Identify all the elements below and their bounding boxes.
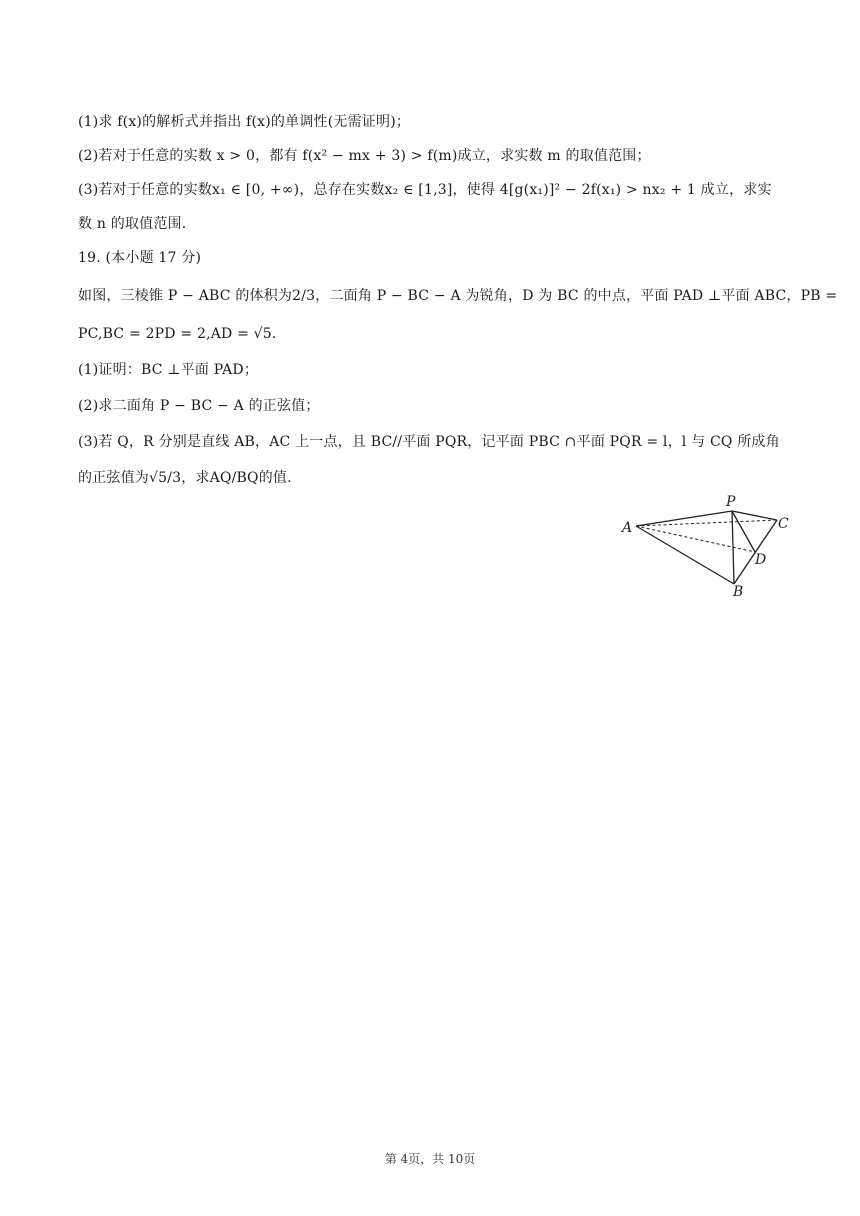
label-C: C bbox=[778, 516, 789, 532]
q19-stem-line1: 如图，三棱锥 P − ABC 的体积为2/3，二面角 P − BC − A 为锐角，D 为 BC 的中点，平面 PAD ⊥平面 ABC，PB = bbox=[78, 288, 838, 304]
edge-PD bbox=[732, 511, 755, 552]
q19-header: 19. (本小题 17 分) bbox=[78, 250, 202, 266]
q18-part3-line1: (3)若对于任意的实数x₁ ∈ [0, +∞)，总存在实数x₂ ∈ [1,3]，使得 4[g(x₁)]² − 2f(x₁) > nx₂ + 1 成立，求实 bbox=[78, 182, 772, 198]
q19-part2: (2)求二面角 P − BC − A 的正弦值； bbox=[78, 398, 320, 414]
q19-stem-line2: PC,BC = 2PD = 2,AD = √5. bbox=[78, 326, 277, 342]
edge-AP bbox=[636, 511, 732, 526]
q18-part1: (1)求 f(x)的解析式并指出 f(x)的单调性(无需证明)； bbox=[78, 114, 411, 130]
label-A: A bbox=[622, 520, 633, 536]
edge-AB bbox=[636, 526, 734, 584]
label-D: D bbox=[755, 552, 767, 568]
edge-AD-dashed bbox=[636, 526, 755, 552]
q19-part3-line1: (3)若 Q，R 分别是直线 AB，AC 上一点，且 BC//平面 PQR，记平面 PBC ∩平面 PQR = l，l 与 CQ 所成角 bbox=[78, 434, 780, 450]
q18-part3-line2: 数 n 的取值范围. bbox=[78, 216, 187, 232]
pyramid-figure bbox=[612, 488, 802, 598]
q19-part3-line2: 的正弦值为√5/3，求AQ/BQ的值. bbox=[78, 470, 292, 486]
page-footer: 第 4页，共 10页 bbox=[384, 1152, 476, 1166]
label-B: B bbox=[733, 584, 744, 598]
q19-part1: (1)证明：BC ⊥平面 PAD； bbox=[78, 362, 259, 378]
edge-PC bbox=[732, 511, 777, 520]
q18-part2: (2)若对于任意的实数 x > 0，都有 f(x² − mx + 3) > f(m)成立，求实数 m 的取值范围； bbox=[78, 148, 651, 164]
label-P: P bbox=[726, 494, 736, 510]
pyramid-diagram bbox=[612, 488, 802, 598]
